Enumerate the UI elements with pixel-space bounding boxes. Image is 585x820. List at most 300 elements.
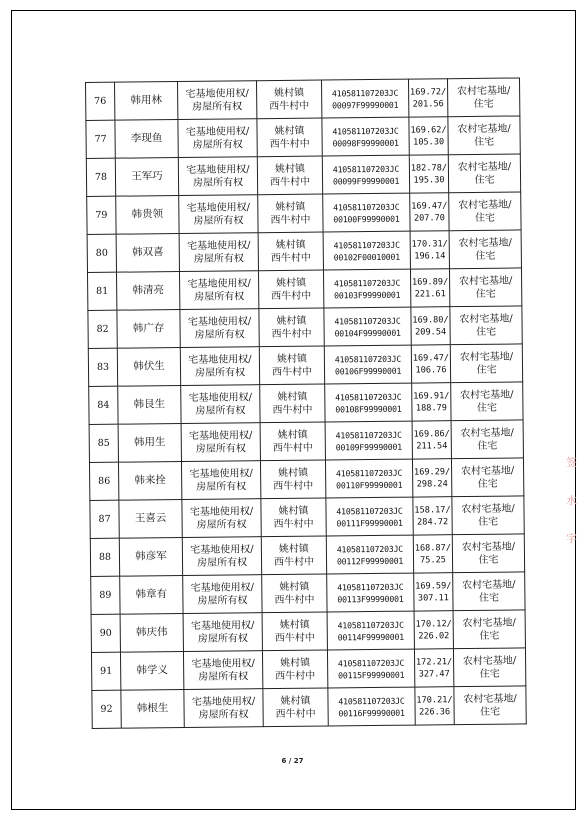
owner-name-cell: 韩彦军 — [119, 538, 182, 577]
area-value-line: 169.72/ — [409, 86, 447, 98]
location-line: 姚村镇 — [277, 391, 308, 403]
parcel-code-line: 410581107203JC — [333, 201, 400, 212]
owner-name-cell: 韩贵领 — [116, 196, 179, 235]
land-use-cell — [451, 458, 523, 497]
right-type-line: 宅基地使用权/ — [187, 277, 251, 290]
location-line: 姚村镇 — [279, 581, 310, 593]
table-row — [89, 458, 523, 501]
land-use-line: 住宅 — [476, 402, 497, 414]
land-use-line: 住宅 — [479, 630, 500, 642]
area-value-line: 226.02 — [418, 630, 450, 642]
land-use-line: 农村宅基地/ — [458, 237, 512, 249]
land-use-line: 农村宅基地/ — [459, 351, 514, 363]
right-type-line: 宅基地使用权/ — [190, 619, 255, 632]
location-cell — [257, 156, 322, 195]
parcel-code-line: 00108F99990001 — [335, 403, 402, 414]
location-line: 姚村镇 — [278, 467, 309, 479]
table-row — [91, 648, 525, 691]
parcel-code-line: 410581107203JC — [331, 87, 399, 98]
table-row — [90, 496, 524, 539]
land-use-line: 住宅 — [474, 212, 496, 224]
area-value-line: 170.12/ — [415, 618, 452, 630]
parcel-code-line: 00110F99990001 — [336, 479, 403, 490]
area-value-line: 169.62/ — [410, 124, 447, 136]
parcel-code-line: 410581107203JC — [333, 239, 400, 250]
table-row — [88, 344, 522, 387]
parcel-code-line: 00104F99990001 — [334, 327, 401, 338]
area-value-cell — [412, 383, 451, 421]
right-type-line: 宅基地使用权/ — [186, 163, 250, 176]
land-use-cell — [449, 192, 521, 231]
area-value-line: 168.87/ — [414, 542, 452, 554]
table-row — [88, 306, 522, 349]
parcel-code-cell — [327, 573, 414, 612]
land-use-line: 住宅 — [478, 516, 499, 528]
row-number-cell: 92 — [92, 690, 121, 728]
owner-name-cell: 王喜云 — [119, 500, 182, 539]
land-use-cell — [451, 420, 523, 459]
right-type-line: 宅基地使用权/ — [189, 467, 253, 480]
parcel-code-cell — [322, 117, 409, 156]
land-use-line: 农村宅基地/ — [460, 389, 514, 401]
land-use-cell — [449, 268, 521, 307]
area-value-cell — [409, 155, 448, 193]
location-line: 西牛村中 — [271, 328, 312, 340]
location-cell — [260, 460, 325, 499]
right-type-cell — [183, 651, 262, 690]
table-row — [92, 686, 526, 729]
land-use-cell — [453, 610, 525, 649]
parcel-code-cell — [324, 307, 411, 346]
area-value-line: 327.47 — [418, 668, 450, 680]
owner-name-cell: 韩用生 — [118, 424, 181, 463]
parcel-code-cell — [322, 155, 409, 194]
owner-name-cell: 李现鱼 — [115, 120, 178, 159]
right-type-line: 宅基地使用权/ — [188, 429, 253, 442]
parcel-code-line: 00097F99990001 — [332, 99, 399, 110]
right-type-line: 宅基地使用权/ — [188, 353, 252, 366]
location-line: 西牛村中 — [272, 442, 313, 454]
parcel-code-line: 410581107203JC — [335, 429, 402, 440]
document-sheet — [85, 77, 527, 729]
area-value-cell — [414, 611, 453, 649]
right-type-line: 宅基地使用权/ — [189, 505, 254, 518]
location-cell — [262, 574, 327, 613]
parcel-code-line: 410581107203JC — [334, 353, 402, 364]
right-type-line: 房屋所有权 — [194, 366, 246, 379]
table-row — [86, 78, 520, 121]
row-number-cell: 86 — [89, 462, 118, 500]
right-type-line: 宅基地使用权/ — [190, 543, 254, 556]
row-number-cell: 81 — [87, 272, 116, 310]
area-value-line: 169.59/ — [415, 580, 452, 592]
table-body — [86, 78, 527, 729]
location-line: 西牛村中 — [274, 594, 315, 606]
land-use-line: 住宅 — [479, 668, 500, 680]
table-row — [87, 192, 521, 235]
location-cell — [258, 194, 323, 233]
area-value-line: 106.76 — [415, 364, 447, 376]
land-use-line: 住宅 — [475, 250, 496, 262]
parcel-code-line: 00103F99990001 — [334, 289, 401, 300]
location-cell — [258, 232, 323, 271]
location-line: 西牛村中 — [271, 290, 312, 302]
seal-stamp-fragment — [566, 455, 580, 565]
row-number-cell: 89 — [91, 576, 120, 614]
location-cell — [261, 536, 326, 575]
land-use-cell — [450, 344, 522, 383]
area-value-line: 298.24 — [416, 478, 448, 490]
area-value-line: 188.79 — [415, 402, 447, 414]
right-type-cell — [181, 385, 260, 424]
land-use-line: 住宅 — [475, 288, 496, 300]
right-type-cell — [183, 575, 262, 614]
right-type-cell — [179, 195, 258, 234]
right-type-line: 宅基地使用权/ — [186, 201, 251, 214]
row-number-cell: 83 — [88, 348, 117, 386]
location-cell — [263, 688, 328, 727]
row-number-cell: 90 — [91, 614, 120, 652]
owner-name-cell: 韩伏生 — [117, 348, 180, 387]
area-value-line: 169.29/ — [413, 466, 451, 478]
parcel-code-cell — [323, 231, 410, 270]
right-type-line: 房屋所有权 — [194, 328, 245, 341]
parcel-code-line: 410581107203JC — [336, 543, 404, 554]
location-line: 西牛村中 — [269, 138, 310, 150]
owner-name-cell: 韩庆伟 — [120, 614, 183, 653]
location-cell — [262, 612, 327, 651]
parcel-code-line: 410581107203JC — [332, 163, 400, 174]
location-line: 姚村镇 — [278, 505, 309, 517]
parcel-code-line: 00102F00010001 — [333, 251, 401, 262]
parcel-code-cell — [326, 535, 413, 574]
land-use-cell — [450, 306, 522, 345]
parcel-code-line: 410581107203JC — [335, 467, 403, 478]
parcel-code-cell — [325, 459, 412, 498]
owner-name-cell: 王军巧 — [115, 158, 178, 197]
land-use-line: 农村宅基地/ — [458, 275, 513, 287]
right-type-line: 宅基地使用权/ — [186, 239, 251, 252]
table-row — [89, 420, 523, 463]
area-value-line: 182.78/ — [410, 162, 448, 174]
row-number-cell: 76 — [86, 82, 115, 120]
right-type-line: 宅基地使用权/ — [188, 391, 253, 404]
area-value-line: 169.89/ — [411, 276, 449, 288]
right-type-line: 房屋所有权 — [194, 290, 245, 303]
parcel-code-cell — [325, 421, 412, 460]
location-cell — [259, 346, 324, 385]
right-type-line: 房屋所有权 — [193, 252, 244, 265]
land-use-cell — [451, 382, 523, 421]
owner-name-cell: 韩广存 — [117, 310, 180, 349]
land-use-line: 住宅 — [476, 364, 497, 376]
location-line: 西牛村中 — [274, 632, 315, 644]
seal-glyph: 签 — [566, 456, 577, 469]
parcel-code-cell — [328, 687, 415, 726]
right-type-cell — [180, 347, 259, 386]
owner-name-cell: 韩双喜 — [116, 234, 179, 273]
right-type-line: 宅基地使用权/ — [191, 695, 256, 708]
table-row — [87, 230, 521, 273]
table-row — [87, 268, 521, 311]
land-use-line: 农村宅基地/ — [463, 693, 517, 705]
location-line: 西牛村中 — [273, 480, 314, 492]
land-use-cell — [448, 154, 520, 193]
table-row — [89, 382, 523, 425]
area-value-line: 170.21/ — [416, 694, 453, 706]
parcel-code-line: 00113F99990001 — [337, 593, 404, 604]
parcel-code-line: 410581107203JC — [337, 619, 404, 630]
table-row — [90, 534, 524, 577]
right-type-cell — [178, 157, 257, 196]
row-number-cell: 82 — [88, 310, 117, 348]
location-line: 姚村镇 — [274, 87, 305, 99]
table-row — [86, 116, 520, 159]
right-type-line: 宅基地使用权/ — [187, 315, 252, 328]
owner-name-cell: 韩来拴 — [118, 462, 181, 501]
land-use-cell — [452, 496, 524, 535]
land-use-line: 农村宅基地/ — [457, 123, 511, 135]
parcel-code-cell — [324, 345, 411, 384]
parcel-code-line: 410581107203JC — [338, 695, 405, 706]
area-value-line: 75.25 — [420, 554, 447, 566]
land-use-line: 农村宅基地/ — [462, 655, 517, 667]
right-type-line: 房屋所有权 — [197, 594, 248, 607]
location-line: 姚村镇 — [276, 315, 307, 327]
area-value-line: 209.54 — [415, 326, 447, 338]
location-line: 姚村镇 — [275, 239, 306, 251]
parcel-code-line: 410581107203JC — [333, 277, 401, 288]
seal-glyph: 水 — [566, 494, 577, 507]
right-type-cell — [183, 613, 262, 652]
right-type-cell — [179, 233, 258, 272]
row-number-cell: 91 — [91, 652, 120, 690]
area-value-line: 196.14 — [414, 250, 446, 262]
land-use-line: 住宅 — [477, 478, 498, 490]
row-number-cell: 80 — [87, 234, 116, 272]
land-use-line: 住宅 — [478, 592, 499, 604]
land-use-line: 住宅 — [478, 554, 499, 566]
owner-name-cell: 韩学义 — [120, 652, 183, 691]
table-row — [91, 610, 525, 653]
land-use-line: 住宅 — [480, 706, 501, 718]
land-use-line: 农村宅基地/ — [462, 579, 516, 591]
land-use-cell — [452, 534, 524, 573]
area-value-cell — [410, 231, 449, 269]
row-number-cell: 87 — [90, 500, 119, 538]
land-use-line: 农村宅基地/ — [462, 617, 516, 629]
location-line: 姚村镇 — [276, 277, 307, 289]
area-value-cell — [412, 421, 451, 459]
land-use-line: 农村宅基地/ — [458, 199, 512, 211]
right-type-line: 房屋所有权 — [196, 556, 248, 569]
area-value-cell — [413, 535, 452, 573]
area-value-cell — [411, 307, 450, 345]
seal-glyph: 字 — [566, 532, 577, 545]
table-row — [86, 154, 520, 197]
area-value-line: 221.61 — [414, 288, 446, 300]
area-value-line: 158.17/ — [414, 504, 451, 516]
owner-name-cell: 韩根生 — [121, 689, 184, 728]
location-cell — [257, 118, 322, 157]
area-value-cell — [408, 79, 447, 117]
area-value-line: 172.21/ — [415, 656, 453, 668]
location-line: 西牛村中 — [270, 252, 311, 264]
location-line: 西牛村中 — [270, 214, 311, 226]
table-row — [91, 572, 525, 615]
right-type-line: 宅基地使用权/ — [185, 125, 250, 138]
area-value-line: 170.31/ — [411, 238, 448, 250]
location-cell — [261, 498, 326, 537]
area-value-line: 211.54 — [416, 440, 448, 452]
parcel-code-cell — [327, 649, 414, 688]
location-line: 西牛村中 — [273, 518, 314, 530]
area-value-line: 307.11 — [417, 592, 449, 604]
area-value-cell — [412, 459, 451, 497]
right-type-line: 房屋所有权 — [198, 670, 249, 683]
row-number-cell: 78 — [86, 158, 115, 196]
right-type-line: 宅基地使用权/ — [190, 581, 255, 594]
land-use-line: 住宅 — [474, 136, 495, 148]
parcel-code-line: 410581107203JC — [332, 125, 399, 136]
location-line: 西牛村中 — [271, 366, 313, 378]
location-line: 姚村镇 — [277, 429, 308, 441]
parcel-code-line: 00109F99990001 — [335, 441, 402, 452]
parcel-code-line: 00106F99990001 — [334, 365, 402, 376]
land-use-line: 住宅 — [473, 98, 494, 110]
parcel-code-cell — [326, 497, 413, 536]
row-number-cell: 79 — [87, 196, 116, 234]
right-type-line: 房屋所有权 — [196, 518, 247, 531]
parcel-code-line: 00114F99990001 — [337, 631, 404, 642]
land-use-cell — [454, 686, 526, 725]
land-use-line: 住宅 — [477, 440, 498, 452]
row-number-cell: 84 — [89, 386, 118, 424]
area-value-cell — [410, 269, 449, 307]
land-use-cell — [453, 572, 525, 611]
area-value-cell — [414, 649, 453, 687]
location-cell — [259, 308, 324, 347]
area-value-line: 284.72 — [417, 516, 449, 528]
property-rights-table — [85, 77, 527, 729]
right-type-line: 房屋所有权 — [195, 442, 246, 455]
row-number-cell: 85 — [89, 424, 118, 462]
location-line: 西牛村中 — [275, 670, 316, 682]
location-line: 姚村镇 — [279, 619, 310, 631]
area-value-line: 169.80/ — [412, 314, 449, 326]
area-value-line: 207.70 — [413, 212, 446, 224]
area-value-line: 201.56 — [412, 98, 444, 110]
location-line: 姚村镇 — [278, 543, 309, 555]
area-value-line: 169.47/ — [412, 352, 450, 364]
right-type-cell — [178, 81, 257, 120]
location-line: 西牛村中 — [270, 176, 311, 188]
parcel-code-line: 410581107203JC — [337, 581, 404, 592]
land-use-cell — [448, 116, 520, 155]
page-indicator: 6 / 27 — [281, 757, 304, 765]
area-value-cell — [411, 345, 450, 383]
area-value-cell — [409, 117, 448, 155]
location-line: 西牛村中 — [272, 404, 313, 416]
area-value-line: 169.86/ — [413, 428, 450, 440]
right-type-cell — [182, 499, 261, 538]
parcel-code-line: 00099F99990001 — [332, 175, 400, 186]
location-line: 西牛村中 — [273, 556, 315, 568]
area-value-cell — [413, 497, 452, 535]
right-type-cell — [180, 309, 259, 348]
location-cell — [256, 80, 321, 119]
area-value-line: 169.91/ — [413, 390, 450, 402]
parcel-code-cell — [325, 383, 412, 422]
owner-name-cell: 韩用林 — [115, 82, 178, 121]
right-type-cell — [184, 689, 263, 728]
parcel-code-cell — [323, 193, 410, 232]
location-cell — [262, 650, 327, 689]
land-use-cell — [453, 648, 525, 687]
land-use-line: 农村宅基地/ — [461, 541, 516, 553]
parcel-code-line: 410581107203JC — [335, 391, 402, 402]
land-use-line: 农村宅基地/ — [459, 313, 513, 325]
parcel-code-cell — [323, 269, 410, 308]
parcel-code-line: 00100F99990001 — [333, 213, 400, 224]
location-line: 姚村镇 — [274, 163, 305, 175]
land-use-line: 农村宅基地/ — [456, 85, 511, 97]
location-line: 姚村镇 — [274, 125, 305, 137]
owner-name-cell: 韩章有 — [120, 576, 183, 615]
owner-name-cell: 韩清亮 — [116, 272, 179, 311]
area-value-line: 226.36 — [419, 706, 451, 718]
right-type-cell — [179, 271, 258, 310]
land-use-line: 住宅 — [476, 326, 497, 338]
location-cell — [258, 270, 323, 309]
location-cell — [260, 422, 325, 461]
parcel-code-line: 00115F99990001 — [338, 669, 405, 680]
area-value-line: 195.30 — [413, 174, 445, 186]
location-line: 姚村镇 — [276, 353, 307, 365]
right-type-line: 房屋所有权 — [196, 480, 247, 493]
right-type-cell — [181, 461, 260, 500]
parcel-code-line: 00098F99990001 — [332, 137, 399, 148]
location-line: 姚村镇 — [280, 695, 311, 707]
land-use-line: 住宅 — [474, 174, 495, 186]
area-value-cell — [410, 193, 449, 231]
land-use-line: 农村宅基地/ — [460, 427, 514, 439]
parcel-code-line: 410581107203JC — [337, 657, 405, 668]
right-type-cell — [182, 537, 261, 576]
location-line: 姚村镇 — [280, 657, 311, 669]
area-value-cell — [414, 573, 453, 611]
right-type-cell — [178, 119, 257, 158]
right-type-line: 房屋所有权 — [193, 214, 244, 227]
owner-name-cell: 韩艮生 — [118, 386, 181, 425]
row-number-cell: 77 — [86, 120, 115, 158]
right-type-line: 房屋所有权 — [198, 708, 249, 721]
row-number-cell: 88 — [90, 538, 119, 576]
parcel-code-cell — [327, 611, 414, 650]
right-type-cell — [181, 423, 260, 462]
area-value-line: 169.47/ — [411, 200, 448, 212]
location-line: 姚村镇 — [275, 201, 306, 213]
land-use-cell — [449, 230, 521, 269]
location-cell — [260, 384, 325, 423]
land-use-line: 农村宅基地/ — [457, 161, 512, 173]
area-value-line: 105.30 — [413, 136, 445, 148]
land-use-cell — [447, 78, 519, 117]
area-value-cell — [415, 687, 454, 725]
location-line: 西牛村中 — [275, 708, 316, 720]
parcel-code-line: 00112F99990001 — [336, 555, 404, 566]
land-use-line: 农村宅基地/ — [460, 465, 515, 477]
